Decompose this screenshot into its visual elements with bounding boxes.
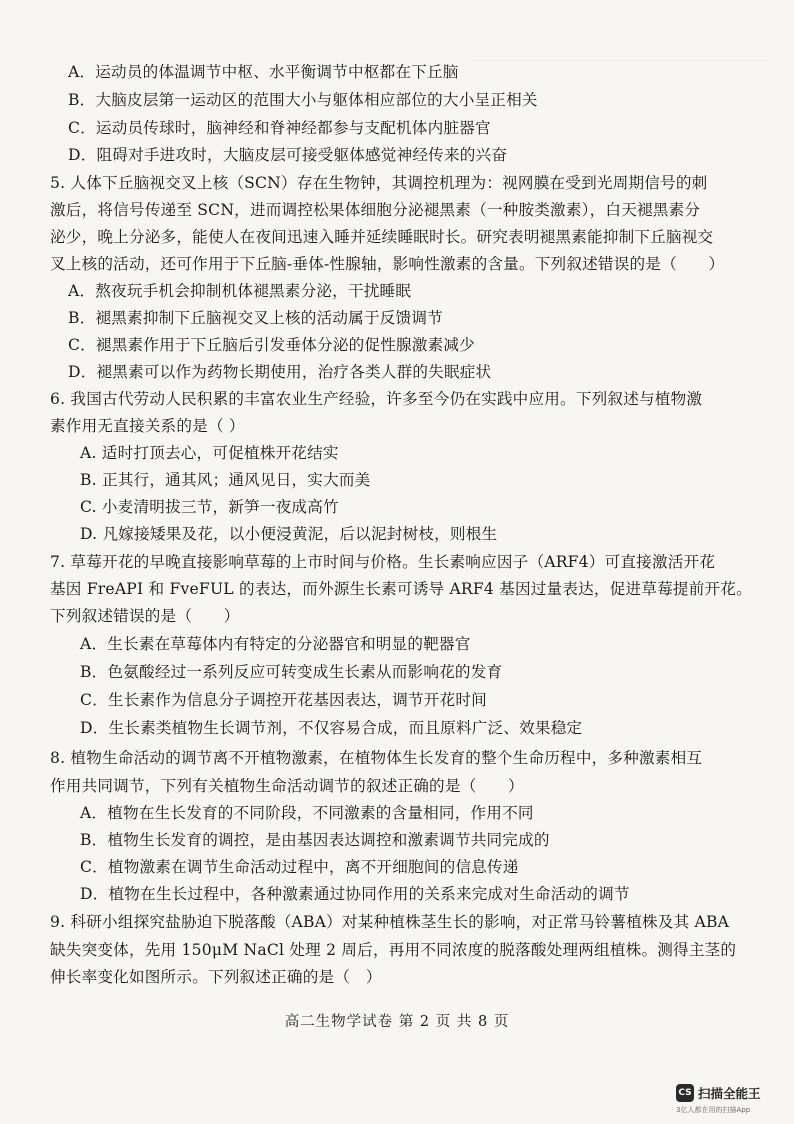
q4-option-a: A．运动员的体温调节中枢、水平衡调节中枢都在下丘脑 bbox=[68, 63, 459, 81]
q6-option-b: B. 正其行，通其风；通风见日，实大而美 bbox=[80, 471, 371, 489]
q5-stem-line-4: 叉上核的活动，还可作用于下丘脑-垂体-性腺轴，影响性激素的含量。下列叙述错误的是（ ） bbox=[50, 255, 725, 273]
q5-option-a: A．熬夜玩手机会抑制机体褪黑素分泌，干扰睡眠 bbox=[68, 282, 412, 300]
q9-stem-line-1: 9. 科研小组探究盐胁迫下脱落酸（ABA）对某种植株茎生长的影响，对正常马铃薯植株及其 ABA bbox=[50, 913, 730, 931]
q5-stem-line-2: 激后，将信号传递至 SCN，进而调控松果体细胞分泌褪黑素（一种胺类激素），白天褪黑素分 bbox=[50, 201, 701, 219]
q5-stem-line-1: 5. 人体下丘脑视交叉上核（SCN）存在生物钟，其调控机理为：视网膜在受到光周期信号的刺 bbox=[50, 174, 708, 192]
q5-stem-line-3: 泌少，晚上分泌多，能使人在夜间迅速入睡并延续睡眠时长。研究表明褪黑素能抑制下丘脑视交 bbox=[50, 228, 714, 246]
q6-option-a: A. 适时打顶去心，可促植株开花结实 bbox=[80, 444, 339, 462]
q4-option-d: D．阻碍对手进攻时，大脑皮层可接受躯体感觉神经传来的兴奋 bbox=[68, 146, 508, 164]
q8-option-c: C．植物激素在调节生命活动过程中，离不开细胞间的信息传递 bbox=[80, 858, 519, 876]
q7-option-c: C．生长素作为信息分子调控开花基因表达，调节开花时间 bbox=[80, 691, 487, 709]
q7-option-a: A．生长素在草莓体内有特定的分泌器官和明显的靶器官 bbox=[80, 635, 471, 653]
q9-stem-line-3: 伸长率变化如图所示。下列叙述正确的是（ ） bbox=[50, 968, 382, 986]
watermark-tagline: 3亿人都在用的扫描App bbox=[676, 1106, 751, 1114]
q8-option-d: D．植物在生长过程中，各种激素通过协同作用的关系来完成对生命活动的调节 bbox=[80, 885, 630, 903]
page-footer: 高二生物学试卷 第 2 页 共 8 页 bbox=[284, 1014, 510, 1030]
q5-option-c: C．褪黑素作用于下丘脑后引发垂体分泌的促性腺激素减少 bbox=[68, 336, 475, 354]
q4-option-c: C．运动员传球时，脑神经和脊神经都参与支配机体内脏器官 bbox=[68, 119, 491, 137]
q6-option-c: C. 小麦清明拔三节，新笋一夜成高竹 bbox=[80, 498, 339, 516]
q8-stem-line-2: 作用共同调节，下列有关植物生命活动调节的叙述正确的是（ ） bbox=[50, 777, 524, 795]
q8-stem-line-1: 8. 植物生命活动的调节离不开植物激素，在植物体生长发育的整个生命历程中，多种激素相互 bbox=[50, 749, 703, 767]
watermark-app-name: 扫描全能王 bbox=[698, 1086, 761, 1101]
q7-stem-line-3: 下列叙述错误的是（ ） bbox=[50, 607, 240, 625]
q4-option-b: B．大脑皮层第一运动区的范围大小与躯体相应部位的大小呈正相关 bbox=[68, 91, 538, 109]
q5-option-b: B．褪黑素抑制下丘脑视交叉上核的活动属于反馈调节 bbox=[68, 309, 443, 327]
q6-stem-line-2: 素作用无直接关系的是（ ） bbox=[50, 417, 245, 435]
q8-option-a: A．植物在生长发育的不同阶段，不同激素的含量相同，作用不同 bbox=[80, 804, 534, 822]
q5-option-d: D．褪黑素可以作为药物长期使用，治疗各类人群的失眠症状 bbox=[68, 363, 492, 381]
q7-option-d: D．生长素类植物生长调节剂，不仅容易合成，而且原料广泛、效果稳定 bbox=[80, 719, 583, 737]
q6-option-d: D. 凡嫁接矮果及花，以小便浸黄泥，后以泥封树枝，则根生 bbox=[80, 525, 498, 543]
q7-stem-line-1: 7. 草莓开花的早晚直接影响草莓的上市时间与价格。生长素响应因子（ARF4）可直接激活开花 bbox=[50, 553, 716, 571]
q7-option-b: B．色氨酸经过一系列反应可转变成生长素从而影响花的发育 bbox=[80, 663, 503, 681]
q9-stem-line-2: 缺失突变体，先用 150μM NaCl 处理 2 周后，再用不同浓度的脱落酸处理两组植株。测得主茎的 bbox=[50, 941, 737, 959]
q6-stem-line-1: 6. 我国古代劳动人民积累的丰富农业生产经验，许多至今仍在实践中应用。下列叙述与植物激 bbox=[50, 390, 703, 408]
q7-stem-line-2: 基因 FreAPI 和 FveFUL 的表达，而外源生长素可诱导 ARF4 基因过量表达，促进草莓提前开花。 bbox=[50, 580, 752, 598]
camscanner-logo-icon: CS bbox=[676, 1084, 694, 1102]
scanner-watermark bbox=[676, 1080, 786, 1118]
q8-option-b: B．植物生长发育的调控，是由基因表达调控和激素调节共同完成的 bbox=[80, 831, 550, 849]
